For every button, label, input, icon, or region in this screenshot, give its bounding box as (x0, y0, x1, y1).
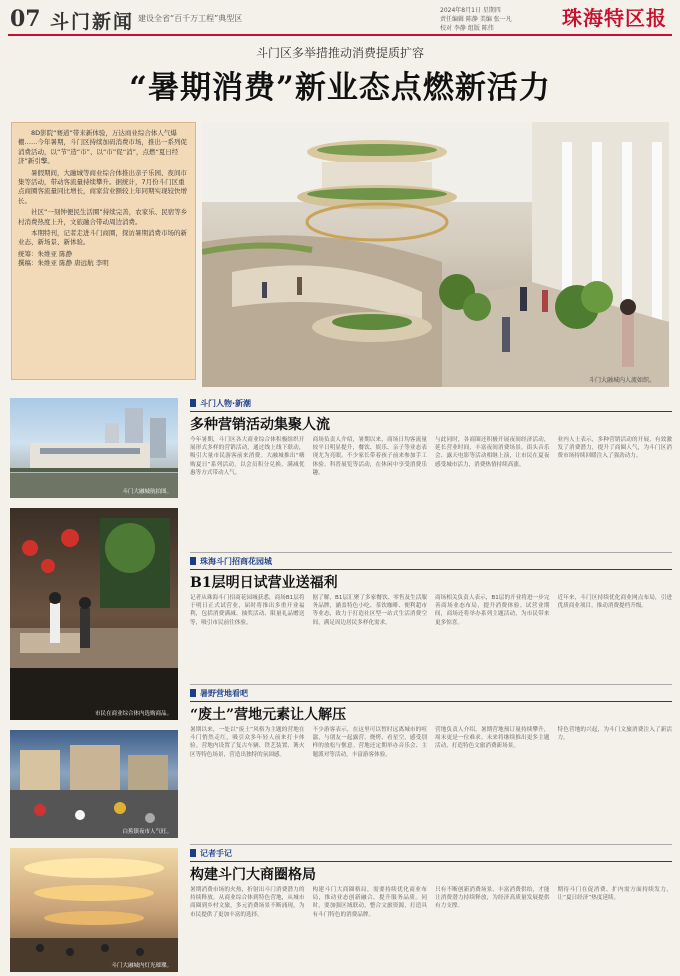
atrium-lights-illustration (10, 848, 178, 972)
section-divider (190, 552, 672, 553)
section-rule (190, 701, 672, 702)
article-columns (190, 886, 672, 972)
article-column: 构建斗门大商圈格局，需要持续优化商业布局，推动业态创新融合，提升服务品质。同时，要加强区域联动，整合文旅资源，打造具有斗门特色的消费品牌。 (312, 887, 427, 918)
article-column: 商场负责人介绍，暑期以来，商场日均客流量较平日明显提升，餐饮、娱乐、亲子等业态表现尤为亮眼。不少家长带着孩子前来参加手工体验、科普展览等活动，在休闲中享受消费乐趣。 (312, 437, 427, 476)
street-illustration (10, 730, 178, 838)
article-section (190, 688, 672, 840)
article-column: 暑期以来，一处以“废土”风格为主题的营地在斗门悄然走红，吸引众多年轻人前来打卡体验。营地内设置了复古车辆、铁艺装置、篝火区等特色场景，营造出独特的氛围感。 (190, 727, 305, 758)
photo-caption: 斗门大融城内灯光璀璨。 (111, 963, 172, 969)
article-column: 期待斗门在促消费、扩内需方面持续发力，让“夏日经济”热度延续。 (557, 887, 672, 902)
article-columns (190, 436, 672, 548)
headline-kicker: 斗门区多举措推动消费提质扩容 (255, 46, 424, 60)
lead-credit: 撰稿：朱维亚 陈静 唐远航 李明 (18, 259, 109, 268)
article-column: 与此同时，各商圈还积极开展夜间经济活动，延长营业时间，丰富夜间消费场景。街头音乐会、露天电影等活动相继上演，让市民在夏夜感受城市活力，消费热情持续高涨。 (435, 437, 550, 468)
section-rule (190, 411, 672, 412)
hero-photo (202, 122, 669, 387)
article-section (190, 556, 672, 680)
section-title: 斗门新闻 (50, 11, 135, 33)
article-section (190, 848, 672, 972)
article-column: 暑期消费市场的火热，折射出斗门消费潜力的持续释放。从商业综合体到特色营地，从城市商圈到乡村文旅，多元消费场景不断涌现，为市民提供了更加丰富的选择。 (190, 887, 305, 918)
lights-photo (10, 848, 178, 972)
article-columns (190, 726, 672, 840)
aerial-photo (10, 398, 178, 498)
section-rule (190, 861, 672, 862)
section-label: 珠海斗门招商花园城 (190, 556, 272, 568)
shopping-photo (10, 508, 178, 720)
shop-interior-illustration (10, 508, 178, 720)
page-number: 07 (10, 6, 41, 32)
article-column: 特色营地的兴起，为斗门文旅消费注入了新活力。 (557, 727, 672, 742)
article-title: “废土”营地元素让人解压 (190, 707, 347, 723)
lead-credit: 统筹：朱维亚 陈静 (18, 249, 73, 258)
lead-box (11, 122, 196, 380)
section-rule (190, 569, 672, 570)
page-header (0, 0, 680, 34)
article-title: 构建斗门大商圈格局 (190, 867, 316, 883)
section-divider (190, 844, 672, 845)
lead-paragraph: 本期特刊，记者走进斗门商圈，探访暑期消费市场的新业态、新场景、新体验。 (18, 229, 187, 247)
header-date: 2024年8月1日 星期四 (440, 7, 501, 14)
article-column: 记者从珠海斗门招商花园城获悉，商场B1层将于明日正式试营业，届时将推出多重开业福利，包括消费满减、抽奖活动、限量礼品赠送等，吸引市民前往体验。 (190, 595, 305, 626)
article-column: 营地负责人介绍，暑期营地预订量持续攀升，周末更是一位难求。未来将继续推出更多主题活动，打造特色文旅消费新场景。 (435, 727, 550, 750)
article-column: 只有不断创新消费场景、丰富消费供给，才能让消费潜力持续释放，为经济高质量发展提供有力支撑。 (435, 887, 550, 910)
article-column: 据了解，B1层汇聚了多家餐饮、零售及生活服务品牌，涵盖特色小吃、茶饮咖啡、便利超市等业态，致力于打造社区型一站式生活消费空间，满足周边居民多样化需求。 (312, 595, 427, 626)
section-label: 斗门人物·新潮 (190, 398, 251, 410)
article-column: 今年暑期，斗门区各大商业综合体积极组织开展形式多样的营销活动，通过线上线下联动，吸引大量市民游客前来消费。大融城推出“嗨购夏日”系列活动，以会员积分兑换、满减优惠等方式带动人气。 (190, 437, 305, 476)
section-label: 暑野营地看吧 (190, 688, 248, 700)
header-rule (8, 34, 672, 36)
newspaper-logo: 珠海特区报 (562, 6, 667, 30)
hero-caption: 斗门大融城内人流如织。 (588, 377, 655, 384)
header-slogan: 建设全省“百千万工程”典型区 (138, 14, 243, 23)
aerial-mall-illustration (10, 398, 178, 498)
article-section (190, 398, 672, 548)
lead-paragraph: 社区“一刻钟便民生活圈”持续完善，农家乐、民宿等乡村消费热度上升，文旅融合带动周边消费。 (18, 208, 188, 226)
photo-caption: 市民在商业综合体内选购商品。 (94, 711, 172, 717)
lead-paragraph: 8D影院“赛道”带来新体验，万达商业综合体人气爆棚……今年暑期，斗门区持续加码消费市场，推出一系列促消费活动，以“节”造“市”、以“市”促“消”，点燃“夏日经济”新引擎。 (18, 129, 187, 166)
article-column: 业内人士表示，多种营销活动的开展，有效激发了消费潜力，提升了商圈人气，为斗门区消费市场持续回暖注入了强劲动力。 (557, 437, 672, 460)
article-column: 商场相关负责人表示，B1层的开业将进一步完善商场业态布局，提升消费体验。试营业期间，商场还将举办系列主题活动，为市民带来更多惊喜。 (435, 595, 550, 626)
article-column: 近年来，斗门区持续优化商业网点布局，引进优质商业项目，推动消费提档升级。 (557, 595, 672, 610)
main-headline: “暑期消费”新业态点燃新活力 (129, 70, 551, 106)
photo-caption: 斗门大融城航拍图。 (122, 489, 172, 495)
header-meta (440, 6, 555, 33)
article-columns (190, 594, 672, 680)
night-market-photo (10, 730, 178, 838)
header-editors: 责任编辑 陈静 美编 张一凡 (440, 16, 512, 23)
header-proof: 校对 李静 组版 陈伟 (440, 25, 494, 32)
article-title: B1层明日试营业送福利 (190, 575, 338, 591)
article-title: 多种营销活动集聚人流 (190, 417, 330, 433)
mall-atrium-illustration (202, 122, 669, 387)
section-label: 记者手记 (190, 848, 232, 860)
lead-paragraph: 暑假期间，大融城等商业综合体推出亲子乐园、夜间市集等活动，带动客流量持续攀升。据统计，7月份斗门区重点商圈客流量同比增长，商家营业额较上年同期实现较快增长。 (18, 168, 187, 205)
section-divider (190, 684, 672, 685)
article-column: 不少游客表示，在这里可以暂时远离城市的喧嚣，与朋友一起露营、烧烤、看星空，感受别样的放松与惬意。营地还定期举办音乐会、主题派对等活动，丰富游客体验。 (312, 727, 427, 758)
photo-caption: 白蕉镇夜市人气旺。 (122, 829, 172, 835)
